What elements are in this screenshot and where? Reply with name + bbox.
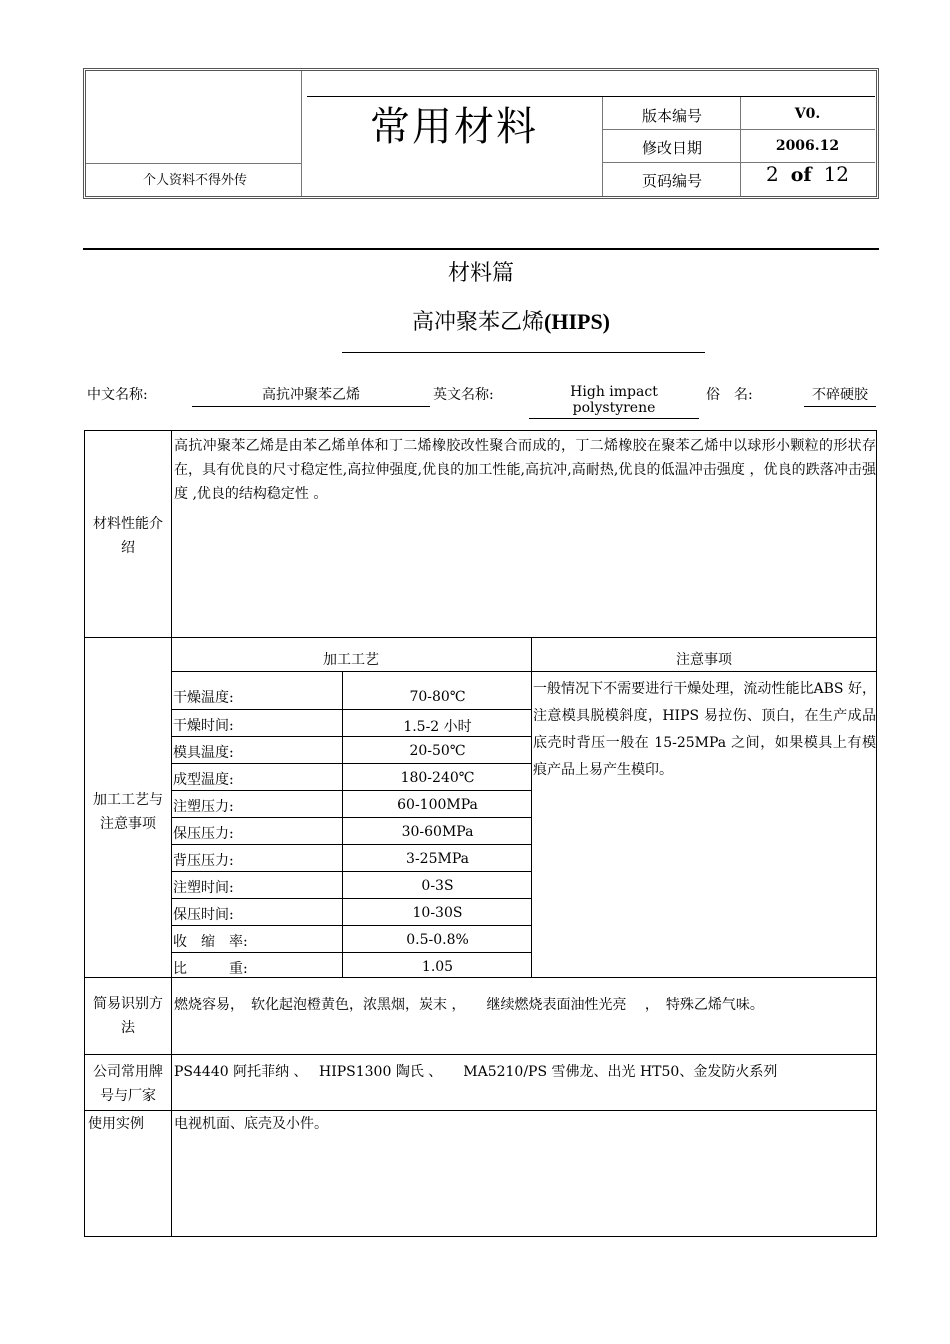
table-divider [85, 1054, 877, 1055]
table-divider [171, 898, 531, 899]
process-param-name: 注塑时间: [173, 880, 234, 896]
process-column-header: 加工工艺 [323, 652, 379, 668]
page-number-label: 页码编号 [641, 172, 702, 190]
page-of: of [790, 164, 812, 186]
material-title-cn: 高冲聚苯乙烯 [411, 310, 544, 335]
process-param-name: 收 缩 率: [173, 934, 248, 950]
material-title [83, 305, 939, 336]
top-rule [83, 248, 879, 250]
process-param-value: 0-3S [421, 878, 454, 894]
table-divider [171, 844, 531, 845]
version-label: 版本编号 [641, 107, 702, 125]
common-name-value: 不碎硬胶 [804, 384, 876, 407]
section-title: 材料篇 [447, 261, 514, 286]
chinese-name-value: 高抗冲聚苯乙烯 [192, 384, 430, 407]
brands-label: 公司常用牌号与厂家 [93, 1064, 163, 1104]
table-divider [171, 925, 531, 926]
english-name-value: High impact polystyrene [529, 384, 699, 419]
process-param-value: 70-80℃ [409, 689, 466, 705]
notes-column-header: 注意事项 [676, 652, 732, 668]
identification-text: 燃烧容易， 软化起泡橙黄色，浓黑烟，炭末 ， 继续燃烧表面油性光亮 ， 特殊乙烯气味。 [174, 997, 764, 1013]
process-notes: 一般情况下不需要进行干燥处理，流动性能比ABS 好，注意模具脱模斜度，HIPS 易拉伤、顶白，在生产成品底壳时背压一般在 15-25MPa 之间，如果模具上有模痕产品上易产生模印。 [533, 681, 876, 778]
table-divider [171, 763, 531, 764]
process-param-name: 比 重: [173, 961, 248, 977]
process-param-name: 干燥时间: [173, 718, 234, 734]
table-divider [85, 1110, 877, 1111]
document-header [83, 68, 879, 199]
revision-date-value: 2006.12 [775, 138, 840, 154]
properties-text: 高抗冲聚苯乙烯是由苯乙烯单体和丁二烯橡胶改性聚合而成的，丁二烯橡胶在聚苯乙烯中以球形小颗粒的形状存在，具有优良的尺寸稳定性,高拉伸强度,优良的加工性能,高抗冲,高耐热,优良的低温冲击强度 ，优良的跌落冲击强度 ,优良的结构稳定性 。 [174, 438, 876, 502]
page-total: 12 [823, 162, 850, 186]
usage-label: 使用实例 [88, 1116, 144, 1132]
process-param-name: 干燥温度: [173, 690, 234, 706]
process-param-value: 30-60MPa [401, 824, 474, 840]
table-divider [171, 790, 531, 791]
process-label: 加工工艺与注意事项 [93, 792, 163, 832]
process-param-value: 1.05 [421, 959, 454, 975]
chinese-name-label: 中文名称: [87, 387, 148, 403]
process-param-name: 注塑压力: [173, 799, 234, 815]
confidential-notice: 个人资料不得外传 [142, 173, 247, 188]
process-param-name: 模具温度: [173, 745, 234, 761]
process-param-name: 保压时间: [173, 907, 234, 923]
process-param-value: 3-25MPa [406, 851, 469, 867]
material-info-table [84, 430, 877, 1237]
process-param-value: 0.5-0.8% [406, 932, 469, 948]
english-name-label: 英文名称: [433, 387, 494, 403]
revision-date-label: 修改日期 [641, 139, 702, 157]
material-title-en: (HIPS) [544, 309, 610, 334]
brands-text: PS4440 阿托菲纳 、 HIPS1300 陶氏 、 MA5210/PS 雪佛龙、出光 HT50、金发防火系列 [174, 1064, 778, 1080]
process-param-value: 60-100MPa [397, 797, 478, 813]
table-divider [171, 431, 172, 1237]
document-title: 常用材料 [370, 104, 538, 150]
table-divider [171, 817, 531, 818]
process-param-value: 10-30S [412, 905, 463, 921]
table-divider [171, 709, 531, 710]
identification-label: 简易识别方法 [93, 996, 163, 1036]
process-param-value: 20-50℃ [409, 743, 466, 759]
process-param-name: 保压压力: [173, 826, 234, 842]
table-divider [85, 637, 877, 638]
properties-label: 材料性能介绍 [93, 516, 163, 556]
table-divider [171, 952, 531, 953]
common-name-label: 俗 名: [706, 387, 753, 403]
header-divider [86, 163, 301, 164]
process-param-value: 1.5-2 小时 [403, 719, 472, 735]
process-param-value: 180-240℃ [400, 770, 475, 786]
page-number [740, 162, 875, 186]
usage-text: 电视机面、底壳及小件。 [174, 1116, 328, 1132]
header-divider [602, 129, 875, 130]
title-underline [342, 352, 705, 353]
version-value: V0. [794, 106, 821, 122]
page-current: 2 [765, 162, 779, 186]
table-divider [171, 871, 531, 872]
process-param-name: 背压压力: [173, 853, 234, 869]
process-param-name: 成型温度: [173, 772, 234, 788]
table-divider [171, 736, 531, 737]
